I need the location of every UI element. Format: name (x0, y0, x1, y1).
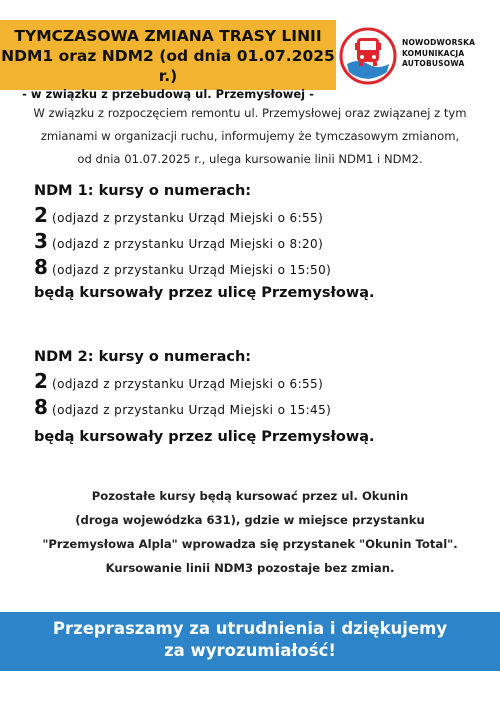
course-text: (odjazd z przystanku Urząd Miejski o 15:45) (52, 403, 332, 417)
course-text: (odjazd z przystanku Urząd Miejski o 8:20) (52, 237, 324, 251)
logo-text-line: NOWODWORSKA (402, 38, 476, 47)
intro-line: od dnia 01.07.2025 r., ulega kursowanie linii NDM1 i NDM2. (77, 152, 423, 166)
note-line: (droga wojewódzka 631), gdzie w miejsce przystanku (75, 513, 425, 527)
header-title-lines: NDM1 oraz NDM2 (od dnia 01.07.2025 r.) (1, 47, 335, 85)
ndm1-footer: będą kursowały przez ulicę Przemysłową. (34, 285, 375, 301)
note-line: "Przemysłowa Alpla" wprowadza się przystanek "Okunin Total". (42, 537, 458, 551)
intro-line: zmianami w organizacji ruchu, informujemy że tymczasowym zmianom, (40, 129, 460, 143)
intro-line: W związku z rozpoczęciem remontu ul. Przemysłowej oraz związanej z tym (33, 106, 467, 120)
logo-text-line: AUTOBUSOWA (402, 59, 465, 68)
header-banner (0, 20, 336, 101)
course-row (34, 228, 484, 254)
course-row (34, 368, 484, 394)
ndm2-heading: NDM 2: kursy o numerach: (34, 349, 252, 365)
course-number: 8 (34, 395, 48, 419)
bus-logo-icon (338, 26, 398, 86)
logo-text-line: KOMUNIKACJA (402, 48, 465, 58)
note-line: Kursowanie linii NDM3 pozostaje bez zmian. (105, 561, 395, 575)
ndm2-footer: będą kursowały przez ulicę Przemysłową. (34, 429, 375, 445)
logo-text (402, 38, 475, 70)
course-number: 8 (34, 255, 48, 279)
bottom-note (10, 484, 490, 580)
ndm2-section (34, 346, 484, 450)
course-row (34, 254, 484, 280)
course-row (34, 202, 484, 228)
footer-line: Przepraszamy za utrudnienia i dziękujemy (52, 619, 448, 638)
course-text: (odjazd z przystanku Urząd Miejski o 6:55) (52, 377, 324, 391)
footer-line: za wyrozumiałość! (164, 641, 336, 660)
ndm1-heading: NDM 1: kursy o numerach: (34, 183, 252, 199)
intro-paragraph (20, 102, 480, 171)
course-number: 3 (34, 229, 48, 253)
course-text: (odjazd z przystanku Urząd Miejski o 6:55) (52, 211, 324, 225)
course-number: 2 (34, 203, 48, 227)
course-text: (odjazd z przystanku Urząd Miejski o 15:50) (52, 263, 332, 277)
course-number: 2 (34, 369, 48, 393)
course-row (34, 394, 484, 420)
footer-banner (0, 612, 500, 671)
header-title: TYMCZASOWA ZMIANA TRASY LINII (14, 27, 322, 45)
note-line: Pozostałe kursy będą kursować przez ul. Okunin (91, 489, 409, 503)
header-subtitle: - w związku z przebudową ul. Przemysłowej - (22, 87, 314, 101)
ndm1-section (34, 180, 484, 306)
